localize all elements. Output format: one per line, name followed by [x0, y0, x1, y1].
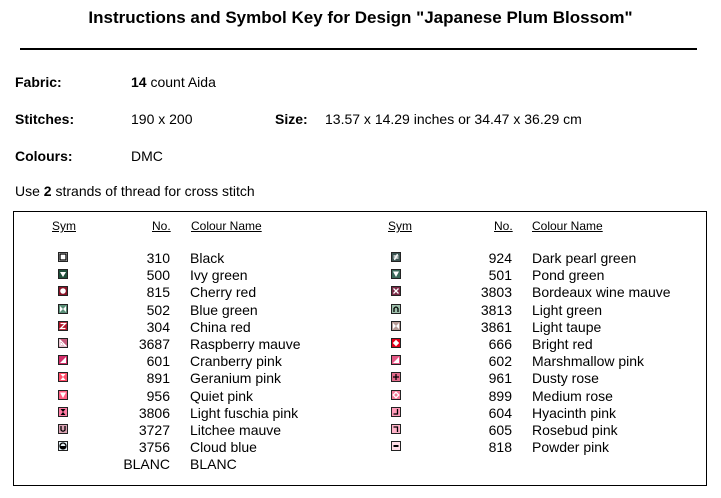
stitches-value: 190 x 200 [131, 111, 193, 127]
corner-l-icon [391, 407, 401, 417]
strand-count: 2 [43, 183, 52, 199]
dmc-number: 956 [146, 387, 170, 404]
right-no-header: No. [494, 219, 513, 233]
colour-name: China red [190, 318, 251, 335]
arch-icon [391, 304, 401, 314]
left-no-header: No. [152, 219, 171, 233]
fabric-count: 14 [131, 74, 147, 90]
tri-lines-icon [58, 338, 68, 348]
dmc-number: 500 [146, 267, 170, 284]
colour-name: BLANC [190, 456, 237, 473]
colour-name: Cherry red [190, 284, 257, 301]
fabric-suffix: count Aida [146, 74, 216, 90]
tri-down-icon [391, 269, 401, 279]
dmc-number: 924 [488, 250, 512, 266]
colour-name: Black [190, 250, 225, 266]
title-divider [20, 48, 697, 50]
neq-icon [391, 252, 401, 262]
bar-icon [391, 441, 401, 451]
colour-name: Cloud blue [190, 439, 257, 456]
colour-name: Bordeaux wine mauve [532, 284, 671, 301]
right-sym-header: Sym [388, 219, 412, 233]
tri-icon [391, 355, 401, 365]
dmc-number: 3806 [138, 404, 170, 421]
dmc-number: 899 [488, 387, 512, 404]
hourglass-icon [58, 372, 68, 382]
diamond-outline-icon [391, 390, 401, 400]
stitches-label: Stitches: [15, 111, 75, 127]
fabric-label: Fabric: [15, 74, 62, 90]
right-name-header: Colour Name [532, 219, 603, 233]
tri-down-icon [58, 390, 68, 400]
dmc-number: 602 [488, 353, 512, 370]
colour-name: Raspberry mauve [190, 336, 301, 352]
dmc-number: 502 [146, 301, 170, 318]
instruction-text [15, 183, 255, 199]
dmc-number: 605 [488, 422, 512, 438]
tri-icon [58, 355, 68, 365]
colour-name: Powder pink [532, 439, 610, 456]
colour-name: Light taupe [532, 318, 602, 335]
fabric-value [131, 74, 216, 90]
colour-name: Bright red [532, 336, 593, 352]
dmc-number: 818 [488, 439, 512, 456]
dmc-number: 3687 [138, 336, 170, 352]
dmc-number: 304 [146, 318, 170, 335]
plus-icon [391, 372, 401, 382]
bowtie-icon [391, 321, 401, 331]
dmc-number: 3756 [138, 439, 170, 456]
dmc-number: 310 [146, 250, 170, 266]
dmc-number: 604 [488, 404, 512, 421]
colour-name: Geranium pink [190, 370, 282, 387]
colour-name: Light green [532, 301, 603, 318]
z-icon [58, 321, 68, 331]
dmc-number: 601 [146, 353, 170, 370]
dmc-number: 961 [488, 370, 512, 387]
circle-icon [58, 286, 68, 296]
dmc-number: BLANC [123, 456, 170, 473]
heart-icon [58, 269, 68, 279]
colour-name: Pond green [532, 267, 605, 284]
size-label: Size: [275, 111, 308, 127]
bowtie-icon [58, 304, 68, 314]
colour-name: Dark pearl green [532, 250, 637, 266]
colours-value: DMC [131, 148, 163, 164]
size-value: 13.57 x 14.29 inches or 34.47 x 36.29 cm [325, 111, 582, 127]
colour-name: Blue green [190, 301, 258, 318]
hourglass-icon [58, 407, 68, 417]
page-title: Instructions and Symbol Key for Design "Japanese Plum Blossom" [88, 8, 633, 27]
half-circle-icon [58, 441, 68, 451]
colour-name: Hyacinth pink [532, 404, 617, 421]
dmc-number: 666 [488, 336, 512, 352]
colour-name: Litchee mauve [190, 422, 282, 438]
dmc-number: 501 [488, 267, 512, 284]
corner-r-icon [391, 424, 401, 434]
dmc-number: 3803 [480, 284, 512, 301]
colours-label: Colours: [15, 148, 73, 164]
dmc-number: 3727 [138, 422, 170, 438]
colour-name: Ivy green [190, 267, 248, 284]
x-icon [391, 286, 401, 296]
colour-name: Rosebud pink [532, 422, 618, 438]
colour-name: Cranberry pink [190, 353, 282, 370]
colour-name: Medium rose [532, 387, 613, 404]
u-icon [58, 424, 68, 434]
left-name-header: Colour Name [191, 219, 262, 233]
dmc-number: 3813 [480, 301, 512, 318]
square-icon [58, 252, 68, 262]
instruction-prefix: Use [15, 183, 44, 199]
dmc-number: 891 [146, 370, 170, 387]
colour-name: Dusty rose [532, 370, 599, 387]
instruction-suffix: strands of thread for cross stitch [51, 183, 255, 199]
colour-name: Quiet pink [190, 387, 254, 404]
dmc-number: 3861 [480, 318, 512, 335]
dmc-number: 815 [146, 284, 170, 301]
diamond-icon [391, 338, 401, 348]
colour-name: Marshmallow pink [532, 353, 645, 370]
left-sym-header: Sym [52, 219, 76, 233]
colour-name: Light fuschia pink [190, 404, 299, 421]
